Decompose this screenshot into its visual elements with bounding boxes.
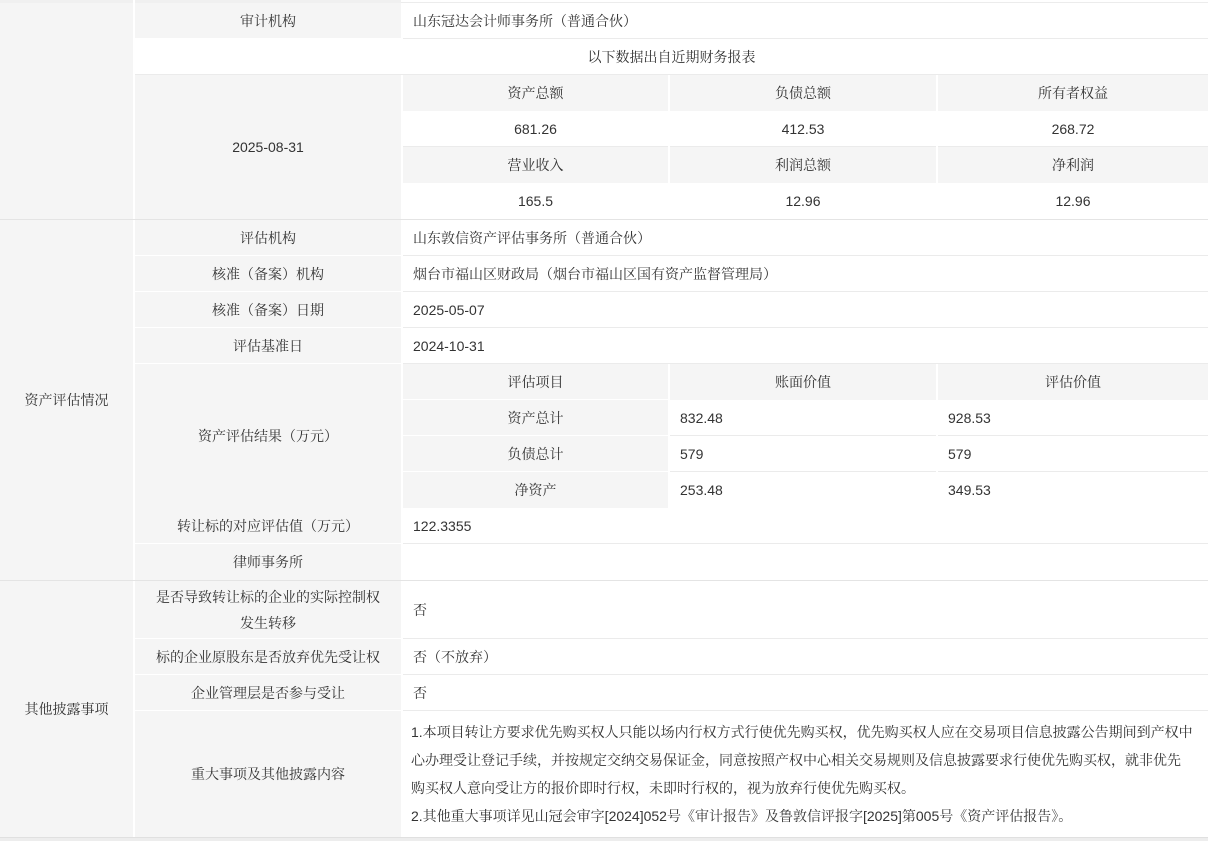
row-approval-date <box>135 292 1208 328</box>
evaluation-result-grid <box>403 364 1208 508</box>
fin-header-total-liabilities: 负债总额 <box>670 75 936 111</box>
evaluation-result-subtable <box>135 364 1208 508</box>
eval-item-total-assets: 资产总计 <box>403 400 668 436</box>
section-other-disclosure-title: 其他披露事项 <box>0 581 135 837</box>
control-transfer-label: 是否导致转让标的企业的实际控制权发生转移 <box>135 581 403 639</box>
approval-date-value: 2025-05-07 <box>403 292 1208 328</box>
financial-subtable <box>135 75 1208 219</box>
fin-header-owners-equity: 所有者权益 <box>938 75 1208 111</box>
eval-base-date-label: 评估基准日 <box>135 328 403 364</box>
fin-value-total-assets: 681.26 <box>403 111 668 147</box>
fin-value-total-profit: 12.96 <box>670 183 936 219</box>
financial-note-text: 以下数据出自近期财务报表 <box>135 39 1208 75</box>
law-firm-value <box>403 544 1208 580</box>
row-approval-org <box>135 256 1208 292</box>
major-matters-label: 重大事项及其他披露内容 <box>135 711 403 837</box>
fin-value-owners-equity: 268.72 <box>938 111 1208 147</box>
financial-grid <box>403 75 1208 219</box>
transfer-eval-value: 122.3355 <box>403 508 1208 544</box>
fin-value-total-liabilities: 412.53 <box>670 111 936 147</box>
eval-item-total-liabilities: 负债总计 <box>403 436 668 472</box>
eval-book-net-assets: 253.48 <box>670 472 936 508</box>
section-other-disclosure <box>0 580 1208 837</box>
row-transfer-eval-value <box>135 508 1208 544</box>
row-major-matters <box>135 711 1208 837</box>
eval-assessed-total-liabilities: 579 <box>938 436 1208 472</box>
section-evaluation-title: 资产评估情况 <box>0 220 135 580</box>
eval-assessed-total-assets: 928.53 <box>938 400 1208 436</box>
fin-value-net-profit: 12.96 <box>938 183 1208 219</box>
eval-item-net-assets: 净资产 <box>403 472 668 508</box>
fin-value-revenue: 165.5 <box>403 183 668 219</box>
approval-org-value: 烟台市福山区财政局（烟台市福山区国有资产监督管理局） <box>403 256 1208 292</box>
fin-header-revenue: 营业收入 <box>403 147 668 183</box>
bottom-edge <box>0 837 1208 841</box>
eval-org-label: 评估机构 <box>135 220 403 256</box>
audit-org-label: 审计机构 <box>135 3 403 39</box>
management-participate-label: 企业管理层是否参与受让 <box>135 675 403 711</box>
row-waive-preemptive <box>135 639 1208 675</box>
row-law-firm <box>135 544 1208 580</box>
section-financial <box>0 3 1208 219</box>
eval-org-value: 山东敦信资产评估事务所（普通合伙） <box>403 220 1208 256</box>
eval-header-book-value: 账面价值 <box>670 364 936 400</box>
eval-assessed-net-assets: 349.53 <box>938 472 1208 508</box>
financial-date: 2025-08-31 <box>135 75 403 219</box>
audit-org-value: 山东冠达会计师事务所（普通合伙） <box>403 3 1208 39</box>
row-financial-note <box>135 39 1208 75</box>
evaluation-result-label: 资产评估结果（万元） <box>135 364 403 508</box>
section-evaluation <box>0 219 1208 580</box>
eval-header-item: 评估项目 <box>403 364 668 400</box>
fin-header-net-profit: 净利润 <box>938 147 1208 183</box>
major-matters-content <box>403 711 1208 837</box>
waive-preemptive-value: 否（不放弃） <box>403 639 1208 675</box>
row-control-transfer <box>135 581 1208 639</box>
row-eval-base-date <box>135 328 1208 364</box>
transfer-eval-value-label: 转让标的对应评估值（万元） <box>135 508 403 544</box>
approval-date-label: 核准（备案）日期 <box>135 292 403 328</box>
section-financial-title <box>0 3 135 219</box>
row-management-participate <box>135 675 1208 711</box>
control-transfer-value: 否 <box>403 581 1208 639</box>
waive-preemptive-label: 标的企业原股东是否放弃优先受让权 <box>135 639 403 675</box>
major-matters-paragraph-2: 2.其他重大事项详见山冠会审字[2024]052号《审计报告》及鲁敦信评报字[2025]第005号《资产评估报告》。 <box>411 808 1073 824</box>
eval-book-total-assets: 832.48 <box>670 400 936 436</box>
row-eval-org <box>135 220 1208 256</box>
eval-header-assessed-value: 评估价值 <box>938 364 1208 400</box>
eval-base-date-value: 2024-10-31 <box>403 328 1208 364</box>
approval-org-label: 核准（备案）机构 <box>135 256 403 292</box>
eval-book-total-liabilities: 579 <box>670 436 936 472</box>
management-participate-value: 否 <box>403 675 1208 711</box>
major-matters-paragraph-1: 1.本项目转让方要求优先购买权人只能以场内行权方式行使优先购买权，优先购买权人应在交易项目信息披露公告期间到产权中心办理受让登记手续，并按规定交纳交易保证金，同意按照产权中心相关交易规则及信息披露要求行使优先购买权，就非优先购买权人意向受让方的报价即时行权，未即时行权的，视为放弃行使优先购买权。 <box>411 724 1193 796</box>
fin-header-total-profit: 利润总额 <box>670 147 936 183</box>
law-firm-label: 律师事务所 <box>135 544 403 580</box>
fin-header-total-assets: 资产总额 <box>403 75 668 111</box>
row-audit-org <box>135 3 1208 39</box>
